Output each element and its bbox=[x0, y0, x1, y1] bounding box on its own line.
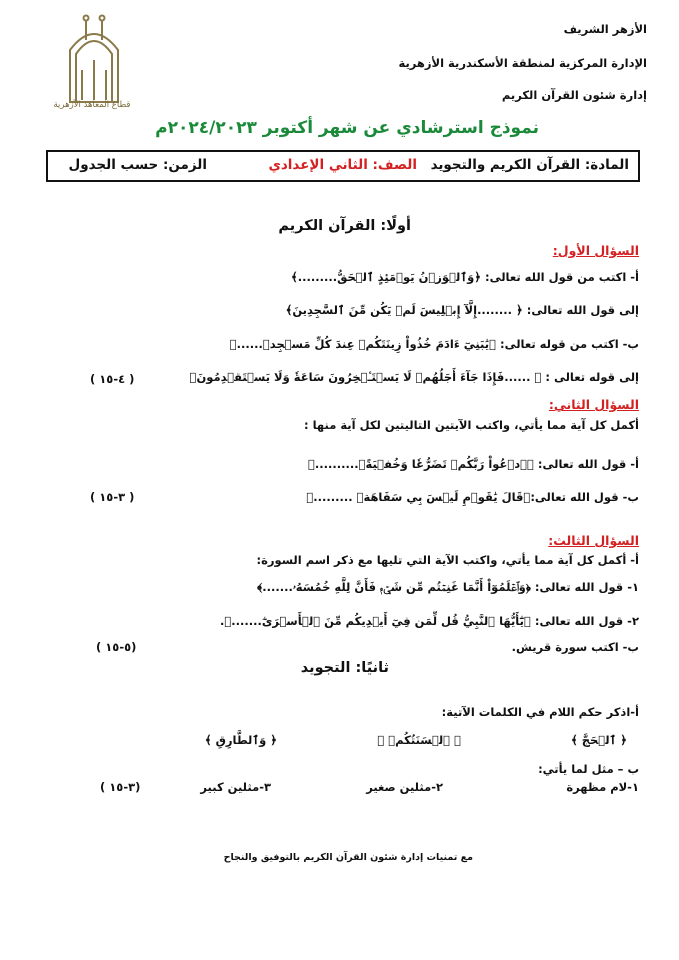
q2-intro: أكمل كل آية مما يأتي، واكتب الآيتين التاليتين لكل آية منها : bbox=[304, 418, 639, 432]
tajweed-item-3: ٣-مثلين كبير bbox=[200, 780, 271, 794]
exam-title: نموذج استرشادي عن شهر أكتوبر ٢٠٢٤/٢٠٢٣م bbox=[155, 118, 539, 138]
q3-b: ب- اكتب سورة قريش. bbox=[511, 640, 639, 654]
header-org-azhar: الأزهر الشريف bbox=[563, 22, 647, 36]
q2-label: السؤال الثاني: bbox=[548, 397, 639, 412]
q2-a: أ- قول الله تعالى: ﴿ٱدۡعُواْ رَبَّكُمۡ تَضَرُّعٗا وَخُفۡيَةًۚ..........﴾ bbox=[308, 457, 639, 471]
q3-item2: ٢- قول الله تعالى: ﴿يَٰٓأَيُّهَا ٱلنَّبِيُّ قُل لِّمَن فِيٓ أَيۡدِيكُم مِّنَ ٱلۡأَسۡرَىٰٓ.......﴾. bbox=[219, 614, 639, 628]
tajweed-word-1: ﴿ ٱلۡحَجَّ ﴾ bbox=[570, 733, 627, 747]
q3-label: السؤال الثالث: bbox=[548, 533, 639, 548]
q1-a-line1: أ- اكتب من قول الله تعالى: ﴿وَٱلۡوَزۡنُ يَوۡمَئِذٍ ٱلۡحَقُّ.........﴾ bbox=[291, 270, 639, 284]
tajweed-item-2: ٢-مثلين صغير bbox=[366, 780, 443, 794]
exam-grade: الصف: الثاني الإعدادي bbox=[268, 157, 417, 173]
q3-intro: أ- أكمل كل آية مما يأتي، واكتب الآية التي تليها مع ذكر اسم السورة: bbox=[256, 553, 639, 567]
azhar-logo bbox=[62, 10, 126, 110]
tajweed-item-1: ١-لام مظهرة bbox=[566, 780, 639, 794]
logo-caption: قطاع المعاهد الأزهرية bbox=[53, 100, 131, 110]
exam-subject: المادة: القرآن الكريم والتجويد bbox=[430, 157, 629, 173]
q3-item1: ١- قول الله تعالى: ﴿وَٱعۡلَمُوٓاْ أَنَّمَا غَنِمۡتُم مِّن شَيۡءٖ فَأَنَّ لِلَّهِ خُمُسَهُۥ.......﴾ bbox=[257, 580, 639, 594]
part1-heading: أولًا: القرآن الكريم bbox=[278, 218, 411, 234]
q1-b-line1: ب- اكتب من قوله تعالى: ﴿يَٰبَنِيٓ ءَادَمَ خُذُواْ زِينَتَكُمۡ عِندَ كُلِّ مَسۡجِدٖ......﴾ bbox=[229, 337, 639, 351]
tajweed-b-intro: ب – مثل لما يأتي: bbox=[538, 762, 639, 776]
part2-heading: ثانيًا: التجويد bbox=[300, 660, 389, 676]
q3-marks: ( ٥-١٥) bbox=[96, 640, 137, 654]
q1-a-line2: إلى قول الله تعالى: ﴿ ........إِلَّآ إِبۡلِيسَ لَمۡ يَكُن مِّنَ ٱلسَّٰجِدِينَ﴾ bbox=[285, 303, 639, 317]
q1-label: السؤال الأول: bbox=[552, 243, 639, 258]
q1-b-line2: إلى قوله تعالى : ﴿ ......فَإِذَا جَآءَ أَجَلُهُمۡ لَا يَسۡتَـٔۡخِرُونَ سَاعَةٗ وَلَا يَسۡتَقۡدِمُونَ﴾ bbox=[189, 370, 639, 384]
tajweed-word-3: ﴿ وَٱلطَّارِقِ ﴾ bbox=[204, 733, 277, 747]
q1-marks: ( ٤-١٥ ) bbox=[90, 372, 135, 386]
header-org-alex: الإدارة المركزية لمنطقة الأسكندرية الأزهرية bbox=[398, 56, 647, 70]
exam-time: الزمن: حسب الجدول bbox=[68, 157, 207, 173]
tajweed-marks: ( ٣-١٥) bbox=[100, 780, 141, 794]
footer-wishes: مع تمنيات إدارة شئون القرآن الكريم بالتوفيق والنجاح bbox=[223, 852, 473, 863]
tajweed-a-intro: أ-اذكر حكم اللام في الكلمات الآتية: bbox=[441, 705, 639, 719]
tajweed-word-2: ﴿ ٱلۡسَنَتُكُمۡ ﴾ bbox=[377, 733, 461, 747]
header-org-quran-dept: إدارة شئون القرآن الكريم bbox=[501, 88, 647, 102]
q2-b: ب- قول الله تعالى:﴿قَالَ يَٰقَوۡمِ لَيۡسَ بِي سَفَاهَةٞ .........﴾ bbox=[306, 490, 639, 504]
q2-marks: ( ٣-١٥ ) bbox=[90, 490, 135, 504]
